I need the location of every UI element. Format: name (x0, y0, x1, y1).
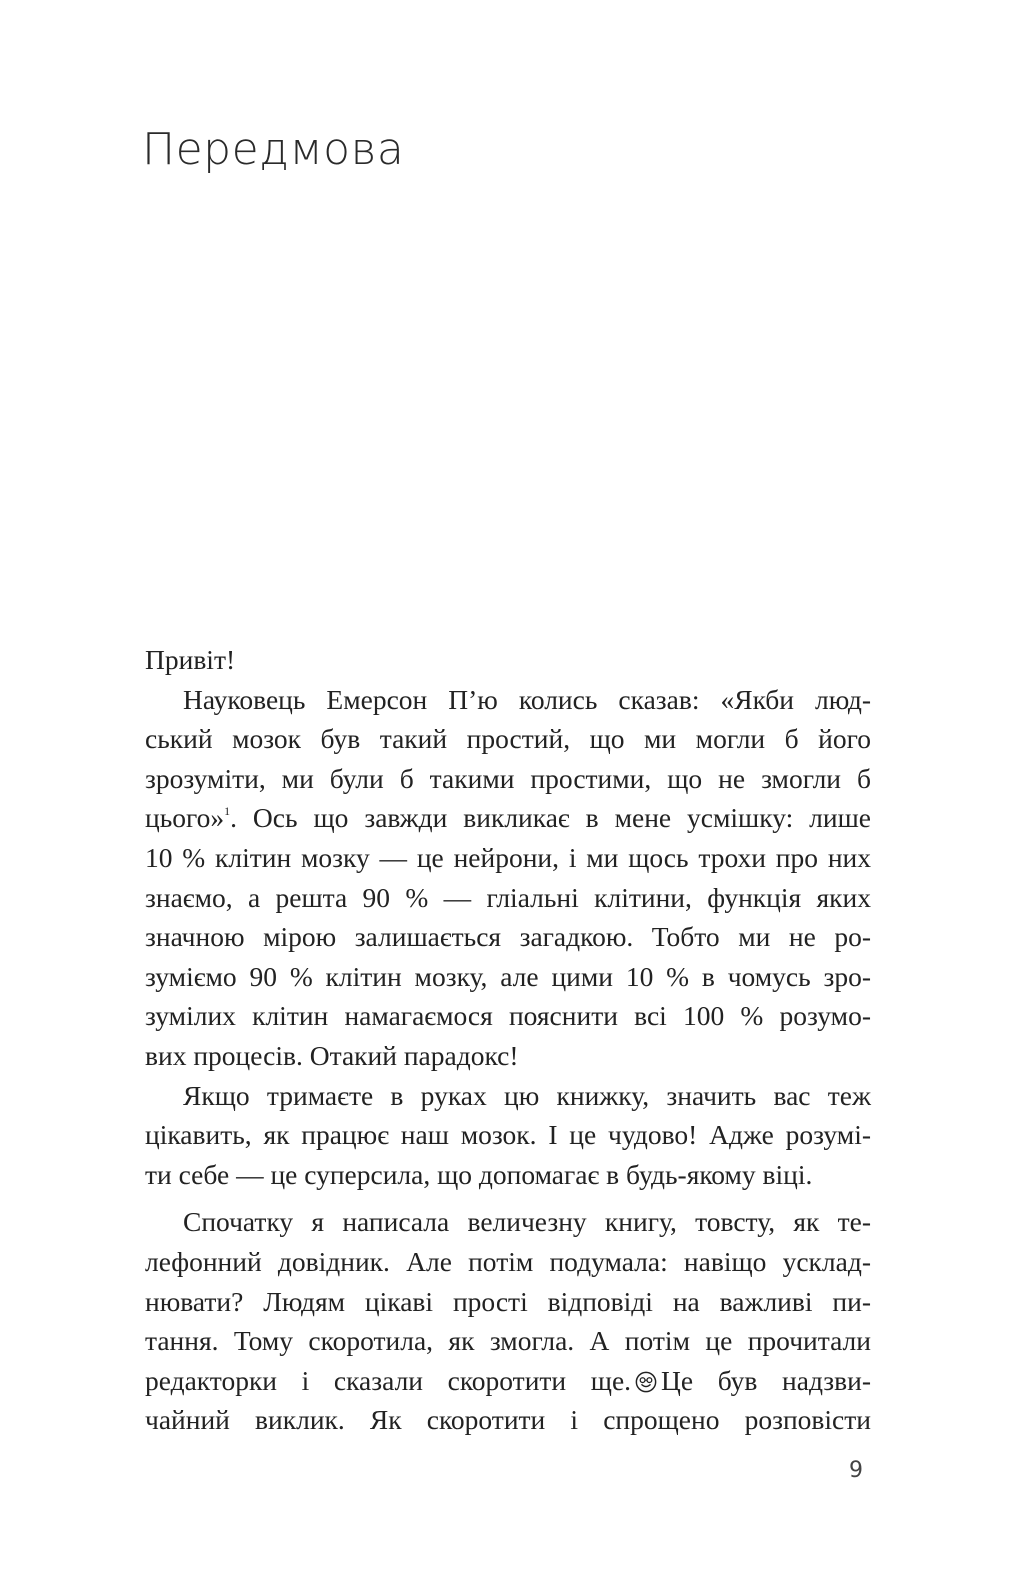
smiling-face-with-glasses-icon (635, 1371, 657, 1393)
chapter-title: Передмова (142, 124, 405, 175)
body-text (145, 640, 871, 1440)
text-line: вих процесів. Отакий парадокс! (145, 1039, 519, 1071)
text-fragment: цього» (145, 802, 225, 834)
text-line: лефонний довідник. Але потім подумала: навіщо усклад- (145, 1245, 871, 1277)
text-fragment: редакторки і сказали скоротити ще. (145, 1364, 632, 1396)
text-line: тання. Тому скоротила, як змогла. А потім це прочитали (145, 1325, 871, 1357)
text-line: зуміємо 90 % клітин мозку, але цими 10 % в чомусь зро- (145, 960, 871, 992)
page-number: 9 (849, 1458, 863, 1483)
text-fragment: . Ось що завжди викликає в мене усмішку: лише (230, 802, 871, 834)
text-line: нювати? Людям цікаві прості відповіді на важливі пи- (145, 1285, 871, 1317)
text-line: знаємо, а решта 90 % — гліальні клітини, функція яких (145, 881, 871, 913)
text-line: Якщо тримаєте в руках цю книжку, значить вас теж (183, 1079, 871, 1111)
text-line-with-footnote (145, 798, 871, 838)
text-line: Науковець Емерсон П’ю колись сказав: «Якби люд- (183, 683, 871, 715)
text-line: значною мірою залишається загадкою. Тобто ми не ро- (145, 921, 871, 953)
text-line: Спочатку я написала величезну книгу, товсту, як те- (183, 1206, 871, 1238)
text-line: зумілих клітин намагаємося пояснити всі 100 % розумо- (145, 1000, 871, 1032)
text-line: ський мозок був такий простий, що ми могли б його (145, 723, 871, 755)
text-line-with-emoji (145, 1361, 871, 1401)
text-line: чайний виклик. Як скоротити і спрощено розповісти (145, 1404, 871, 1436)
footnote-marker: 1 (224, 804, 231, 819)
text-line: 10 % клітин мозку — це нейрони, і ми щось трохи про них (145, 841, 871, 873)
text-line: ти себе — це суперсила, що допомагає в будь-якому віці. (145, 1158, 813, 1190)
text-fragment: Це був надзви- (661, 1364, 871, 1396)
text-line: цікавить, як працює наш мозок. І це чудово! Адже розумі- (145, 1119, 871, 1151)
greeting: Привіт! (145, 644, 236, 675)
text-line: зрозуміти, ми були б такими простими, що не змогли б (145, 762, 871, 794)
